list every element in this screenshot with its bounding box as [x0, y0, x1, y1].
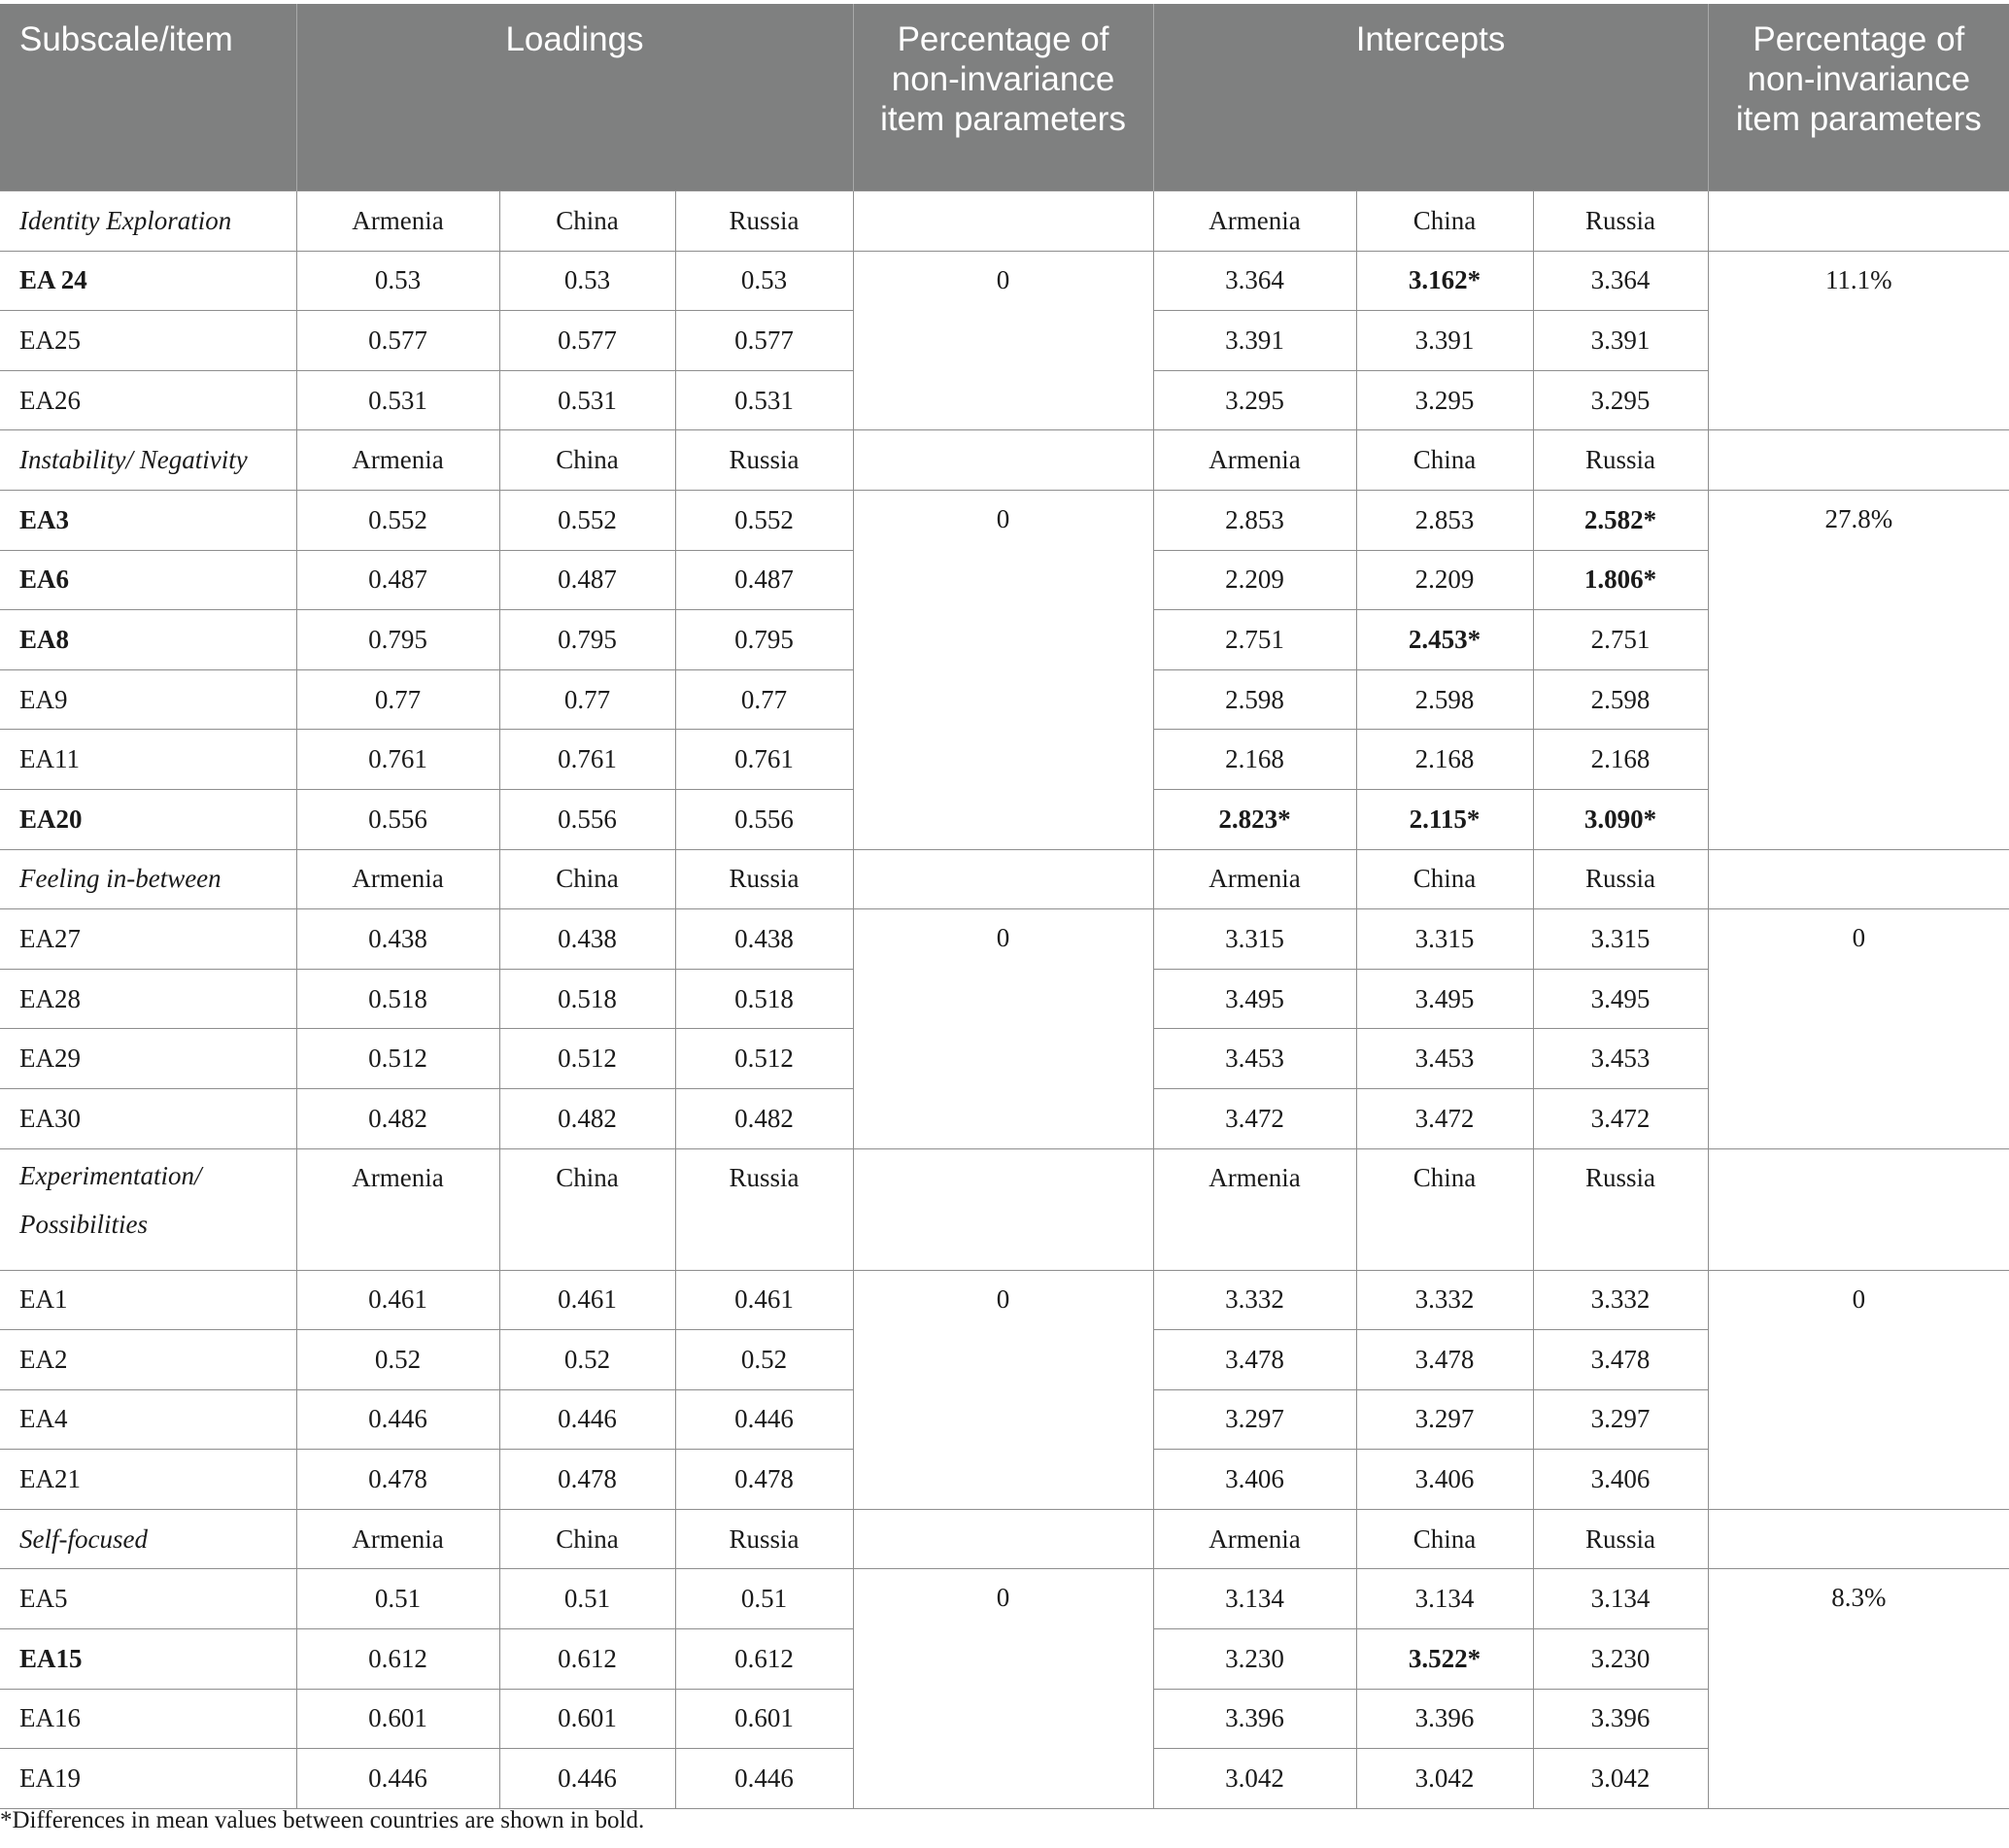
table-row	[0, 1569, 2009, 1629]
pct-intercepts-value: 11.1%	[1708, 251, 2009, 430]
subscale-header-row	[0, 1148, 2009, 1270]
loading-value: 0.487	[675, 550, 853, 610]
item-label: EA2	[0, 1330, 296, 1390]
loading-value: 0.761	[499, 730, 675, 790]
loading-value: 0.795	[675, 610, 853, 670]
intercept-value: 3.315	[1153, 909, 1356, 970]
header-intercepts: Intercepts	[1153, 4, 1708, 191]
item-label: EA 24	[0, 251, 296, 311]
intercept-value: 3.478	[1356, 1330, 1533, 1390]
item-label: EA8	[0, 610, 296, 670]
table-body	[0, 191, 2009, 1809]
intercept-value: 3.230	[1533, 1629, 1708, 1690]
loadings-country-label: China	[499, 430, 675, 491]
intercept-value: 3.297	[1153, 1389, 1356, 1450]
loading-value: 0.552	[499, 490, 675, 550]
pct-intercepts-value: 0	[1708, 1270, 2009, 1509]
loadings-country-label: China	[499, 849, 675, 909]
item-label: EA6	[0, 550, 296, 610]
table-row	[0, 909, 2009, 970]
intercept-value: 3.090*	[1533, 789, 1708, 849]
header-subscale-item: Subscale/item	[0, 4, 296, 191]
loading-value: 0.438	[499, 909, 675, 970]
loadings-country-label: Russia	[675, 849, 853, 909]
header-pct-loadings: Percentage of non-invariance item parameters	[853, 4, 1153, 191]
loading-value: 0.518	[499, 969, 675, 1029]
empty-cell	[853, 1148, 1153, 1270]
intercepts-country-label: Armenia	[1153, 191, 1356, 252]
loading-value: 0.446	[675, 1749, 853, 1809]
loadings-country-label: Armenia	[296, 1509, 499, 1569]
table-row	[0, 251, 2009, 311]
loadings-country-label: Armenia	[296, 1148, 499, 1270]
loading-value: 0.512	[675, 1029, 853, 1089]
intercept-value: 2.209	[1153, 550, 1356, 610]
loading-value: 0.601	[675, 1689, 853, 1749]
intercept-value: 3.297	[1356, 1389, 1533, 1450]
loading-value: 0.761	[296, 730, 499, 790]
intercept-value: 2.751	[1153, 610, 1356, 670]
intercept-value: 2.823*	[1153, 789, 1356, 849]
loading-value: 0.552	[296, 490, 499, 550]
subscale-header-row	[0, 849, 2009, 909]
intercept-value: 2.168	[1153, 730, 1356, 790]
intercept-value: 3.162*	[1356, 251, 1533, 311]
loading-value: 0.51	[675, 1569, 853, 1629]
loadings-country-label: Russia	[675, 1148, 853, 1270]
header-pct-intercepts: Percentage of non-invariance item parameters	[1708, 4, 2009, 191]
intercept-value: 3.297	[1533, 1389, 1708, 1450]
loadings-country-label: Armenia	[296, 430, 499, 491]
intercept-value: 3.406	[1356, 1450, 1533, 1510]
intercept-value: 3.495	[1153, 969, 1356, 1029]
empty-cell	[1708, 191, 2009, 252]
intercept-value: 3.295	[1153, 370, 1356, 430]
intercept-value: 3.391	[1533, 311, 1708, 371]
loading-value: 0.512	[499, 1029, 675, 1089]
intercept-value: 3.042	[1356, 1749, 1533, 1809]
loading-value: 0.761	[675, 730, 853, 790]
intercept-value: 2.453*	[1356, 610, 1533, 670]
intercept-value: 3.522*	[1356, 1629, 1533, 1690]
intercept-value: 3.396	[1356, 1689, 1533, 1749]
table-row	[0, 490, 2009, 550]
empty-cell	[853, 1509, 1153, 1569]
intercepts-country-label: Armenia	[1153, 1509, 1356, 1569]
intercept-value: 3.134	[1533, 1569, 1708, 1629]
loading-value: 0.482	[499, 1088, 675, 1148]
footnote: *Differences in mean values between countries are shown in bold.	[0, 1807, 645, 1833]
intercepts-country-label: Russia	[1533, 191, 1708, 252]
item-label: EA25	[0, 311, 296, 371]
intercept-value: 3.042	[1153, 1749, 1356, 1809]
loading-value: 0.438	[296, 909, 499, 970]
intercept-value: 3.332	[1356, 1270, 1533, 1330]
loadings-country-label: Russia	[675, 1509, 853, 1569]
pct-loadings-value: 0	[853, 251, 1153, 430]
intercept-value: 2.853	[1356, 490, 1533, 550]
item-label: EA28	[0, 969, 296, 1029]
empty-cell	[1708, 849, 2009, 909]
intercept-value: 3.391	[1356, 311, 1533, 371]
intercept-value: 2.168	[1356, 730, 1533, 790]
loading-value: 0.446	[296, 1749, 499, 1809]
intercept-value: 3.495	[1356, 969, 1533, 1029]
intercept-value: 2.598	[1356, 669, 1533, 730]
item-label: EA21	[0, 1450, 296, 1510]
loading-value: 0.438	[675, 909, 853, 970]
loadings-country-label: China	[499, 191, 675, 252]
intercept-value: 3.134	[1356, 1569, 1533, 1629]
intercept-value: 3.472	[1356, 1088, 1533, 1148]
empty-cell	[1708, 430, 2009, 491]
loadings-country-label: Russia	[675, 430, 853, 491]
pct-intercepts-value: 8.3%	[1708, 1569, 2009, 1808]
loading-value: 0.577	[675, 311, 853, 371]
intercept-value: 2.598	[1533, 669, 1708, 730]
loading-value: 0.487	[296, 550, 499, 610]
subscale-name: Instability/ Negativity	[0, 430, 296, 491]
loading-value: 0.478	[675, 1450, 853, 1510]
intercept-value: 3.332	[1533, 1270, 1708, 1330]
subscale-name: Feeling in-between	[0, 849, 296, 909]
loading-value: 0.482	[296, 1088, 499, 1148]
intercepts-country-label: Russia	[1533, 1509, 1708, 1569]
intercept-value: 3.391	[1153, 311, 1356, 371]
intercept-value: 2.751	[1533, 610, 1708, 670]
loading-value: 0.77	[499, 669, 675, 730]
intercepts-country-label: China	[1356, 430, 1533, 491]
pct-intercepts-value: 27.8%	[1708, 490, 2009, 849]
intercepts-country-label: China	[1356, 849, 1533, 909]
item-label: EA26	[0, 370, 296, 430]
loading-value: 0.446	[499, 1389, 675, 1450]
loading-value: 0.487	[499, 550, 675, 610]
loading-value: 0.53	[296, 251, 499, 311]
loading-value: 0.446	[296, 1389, 499, 1450]
subscale-name: Experimentation/ Possibilities	[0, 1148, 296, 1270]
loading-value: 0.478	[499, 1450, 675, 1510]
table-header	[0, 4, 2009, 191]
item-label: EA27	[0, 909, 296, 970]
intercepts-country-label: Armenia	[1153, 1148, 1356, 1270]
loading-value: 0.612	[296, 1629, 499, 1690]
intercept-value: 3.406	[1533, 1450, 1708, 1510]
loading-value: 0.556	[296, 789, 499, 849]
pct-loadings-value: 0	[853, 1569, 1153, 1808]
intercept-value: 3.332	[1153, 1270, 1356, 1330]
loading-value: 0.77	[296, 669, 499, 730]
subscale-header-row	[0, 430, 2009, 491]
loading-value: 0.601	[499, 1689, 675, 1749]
loading-value: 0.612	[499, 1629, 675, 1690]
intercept-value: 2.598	[1153, 669, 1356, 730]
empty-cell	[853, 430, 1153, 491]
intercept-value: 3.315	[1356, 909, 1533, 970]
item-label: EA9	[0, 669, 296, 730]
intercepts-country-label: China	[1356, 191, 1533, 252]
subscale-name: Self-focused	[0, 1509, 296, 1569]
loading-value: 0.446	[499, 1749, 675, 1809]
intercept-value: 3.042	[1533, 1749, 1708, 1809]
loading-value: 0.53	[675, 251, 853, 311]
loading-value: 0.552	[675, 490, 853, 550]
loading-value: 0.51	[296, 1569, 499, 1629]
intercepts-country-label: Russia	[1533, 430, 1708, 491]
item-label: EA1	[0, 1270, 296, 1330]
intercept-value: 3.478	[1153, 1330, 1356, 1390]
loading-value: 0.556	[499, 789, 675, 849]
intercept-value: 1.806*	[1533, 550, 1708, 610]
item-label: EA4	[0, 1389, 296, 1450]
intercept-value: 2.115*	[1356, 789, 1533, 849]
empty-cell	[1708, 1148, 2009, 1270]
loading-value: 0.77	[675, 669, 853, 730]
intercept-value: 3.453	[1153, 1029, 1356, 1089]
loading-value: 0.52	[499, 1330, 675, 1390]
loadings-country-label: China	[499, 1509, 675, 1569]
empty-cell	[1708, 1509, 2009, 1569]
item-label: EA29	[0, 1029, 296, 1089]
empty-cell	[853, 849, 1153, 909]
intercepts-country-label: Russia	[1533, 849, 1708, 909]
loading-value: 0.51	[499, 1569, 675, 1629]
intercepts-country-label: Armenia	[1153, 849, 1356, 909]
loading-value: 0.461	[499, 1270, 675, 1330]
subscale-header-row	[0, 1509, 2009, 1569]
loading-value: 0.556	[675, 789, 853, 849]
loading-value: 0.577	[499, 311, 675, 371]
intercept-value: 2.209	[1356, 550, 1533, 610]
intercept-value: 3.472	[1533, 1088, 1708, 1148]
loading-value: 0.531	[675, 370, 853, 430]
intercept-value: 3.495	[1533, 969, 1708, 1029]
intercept-value: 3.295	[1533, 370, 1708, 430]
item-label: EA16	[0, 1689, 296, 1749]
pct-loadings-value: 0	[853, 909, 1153, 1148]
loading-value: 0.531	[499, 370, 675, 430]
intercept-value: 2.168	[1533, 730, 1708, 790]
subscale-header-row	[0, 191, 2009, 252]
loading-value: 0.518	[296, 969, 499, 1029]
empty-cell	[853, 191, 1153, 252]
loadings-country-label: Armenia	[296, 849, 499, 909]
loading-value: 0.52	[296, 1330, 499, 1390]
loading-value: 0.795	[296, 610, 499, 670]
loading-value: 0.482	[675, 1088, 853, 1148]
loading-value: 0.461	[296, 1270, 499, 1330]
loading-value: 0.531	[296, 370, 499, 430]
loading-value: 0.461	[675, 1270, 853, 1330]
item-label: EA15	[0, 1629, 296, 1690]
intercepts-country-label: Armenia	[1153, 430, 1356, 491]
pct-intercepts-value: 0	[1708, 909, 2009, 1148]
loading-value: 0.601	[296, 1689, 499, 1749]
item-label: EA19	[0, 1749, 296, 1809]
pct-loadings-value: 0	[853, 490, 1153, 849]
intercept-value: 3.453	[1533, 1029, 1708, 1089]
loading-value: 0.795	[499, 610, 675, 670]
intercept-value: 3.406	[1153, 1450, 1356, 1510]
intercept-value: 2.853	[1153, 490, 1356, 550]
intercept-value: 3.478	[1533, 1330, 1708, 1390]
intercept-value: 3.315	[1533, 909, 1708, 970]
intercept-value: 3.453	[1356, 1029, 1533, 1089]
intercept-value: 3.364	[1533, 251, 1708, 311]
item-label: EA11	[0, 730, 296, 790]
loading-value: 0.577	[296, 311, 499, 371]
intercept-value: 3.472	[1153, 1088, 1356, 1148]
intercept-value: 3.134	[1153, 1569, 1356, 1629]
intercept-value: 3.396	[1153, 1689, 1356, 1749]
intercept-value: 3.230	[1153, 1629, 1356, 1690]
item-label: EA30	[0, 1088, 296, 1148]
pct-loadings-value: 0	[853, 1270, 1153, 1509]
intercept-value: 3.396	[1533, 1689, 1708, 1749]
invariance-table	[0, 4, 2009, 1809]
intercept-value: 3.364	[1153, 251, 1356, 311]
loadings-country-label: Russia	[675, 191, 853, 252]
loadings-country-label: Armenia	[296, 191, 499, 252]
item-label: EA3	[0, 490, 296, 550]
loading-value: 0.478	[296, 1450, 499, 1510]
loading-value: 0.518	[675, 969, 853, 1029]
loading-value: 0.512	[296, 1029, 499, 1089]
loading-value: 0.52	[675, 1330, 853, 1390]
header-loadings: Loadings	[296, 4, 853, 191]
item-label: EA5	[0, 1569, 296, 1629]
loading-value: 0.446	[675, 1389, 853, 1450]
intercept-value: 2.582*	[1533, 490, 1708, 550]
loading-value: 0.612	[675, 1629, 853, 1690]
subscale-name: Identity Exploration	[0, 191, 296, 252]
intercepts-country-label: China	[1356, 1509, 1533, 1569]
intercept-value: 3.295	[1356, 370, 1533, 430]
intercepts-country-label: Russia	[1533, 1148, 1708, 1270]
loading-value: 0.53	[499, 251, 675, 311]
loadings-country-label: China	[499, 1148, 675, 1270]
item-label: EA20	[0, 789, 296, 849]
table-row	[0, 1270, 2009, 1330]
intercepts-country-label: China	[1356, 1148, 1533, 1270]
